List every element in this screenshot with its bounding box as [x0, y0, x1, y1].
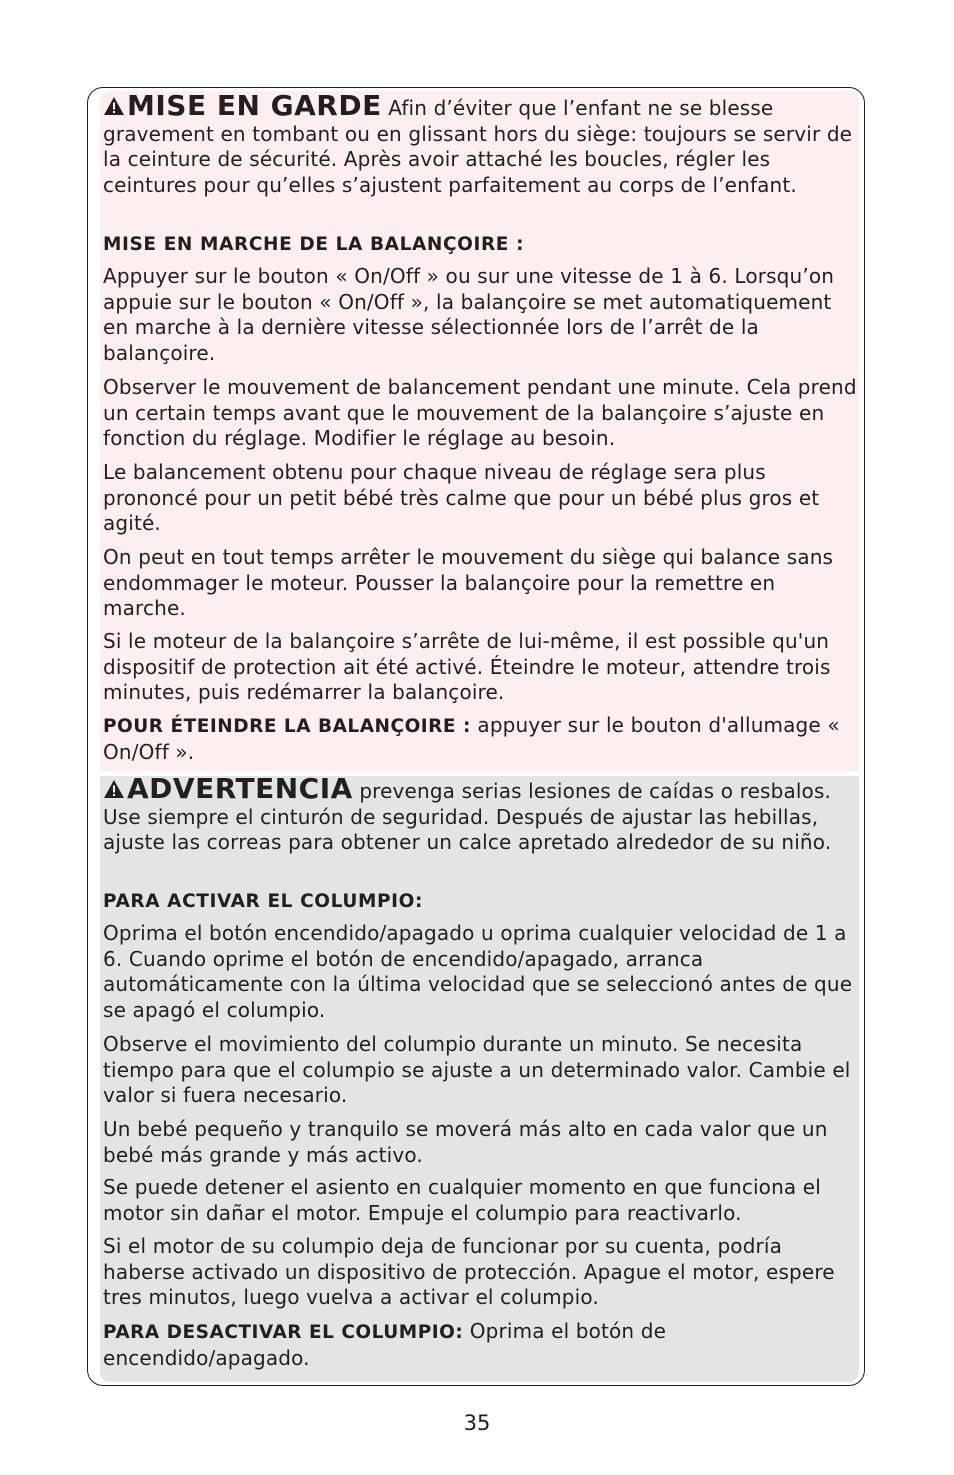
- es-stop-heading: PARA DESACTIVAR EL COLUMPIO:: [103, 1322, 464, 1343]
- es-paragraph-text: Oprima el botón encendido/apagado u oprima cualquier velocidad de 1 a 6. Cuando oprime el botón de encendido/apagado, arranca automáticamente con la última velocidad que se seleccionó antes de que se apagó el columpio.: [103, 921, 853, 1023]
- fr-paragraph-text: Si le moteur de la balançoire s’arrête de lui-même, il est possible qu'un dispositif de protection ait été activé. Éteindre le moteur, attendre trois minutes, puis redémarrer la balançoire.: [103, 629, 831, 705]
- fr-warning: [103, 89, 859, 199]
- es-warning: [103, 772, 859, 856]
- fr-paragraph-text: Observer le mouvement de balancement pendant une minute. Cela prend un certain temps avant que le mouvement de la balançoire s’ajuste en fonction du réglage. Modifier le réglage au besoin.: [103, 375, 857, 451]
- fr-paragraph: [103, 629, 859, 706]
- es-paragraph-text: Observe el movimiento del columpio durante un minuto. Se necesita tiempo para que el columpio se ajuste a un determinado valor. Cambie el valor si fuera necesario.: [103, 1032, 851, 1108]
- es-stop-text: Oprima el botón de encendido/apagado.: [103, 1319, 667, 1370]
- es-paragraph-text: Un bebé pequeño y tranquilo se moverá más alto en cada valor que un bebé más grande y más activo.: [103, 1117, 828, 1167]
- fr-paragraph: [103, 264, 859, 367]
- warning-triangle-icon: [103, 96, 125, 116]
- fr-paragraph: [103, 545, 859, 622]
- es-stop-block: [103, 1319, 859, 1371]
- warning-triangle-icon: [103, 779, 125, 799]
- es-paragraph: [103, 1032, 859, 1109]
- fr-paragraph: [103, 460, 859, 537]
- fr-paragraph-text: Appuyer sur le bouton « On/Off » ou sur une vitesse de 1 à 6. Lorsqu’on appuie sur le bouton « On/Off », la balançoire se met automatiquement en marche à la dernière vitesse sélectionnée lors de l’arrêt de la balançoire.: [103, 264, 835, 366]
- es-start-heading: PARA ACTIVAR EL COLUMPIO:: [103, 891, 423, 912]
- es-start-heading-block: [103, 889, 859, 914]
- es-paragraph: [103, 1234, 859, 1311]
- fr-stop-heading: POUR ÉTEINDRE LA BALANÇOIRE :: [103, 716, 471, 737]
- es-paragraph-text: Se puede detener el asiento en cualquier momento en que funciona el motor sin dañar el motor. Empuje el columpio para reactivarlo.: [103, 1175, 821, 1225]
- es-paragraph: [103, 1117, 859, 1168]
- fr-warning-title: MISE EN GARDE: [127, 89, 382, 122]
- fr-paragraph-text: Le balancement obtenu pour chaque niveau de réglage sera plus prononcé pour un petit bébé très calme que pour un bébé plus gros et agité.: [103, 460, 820, 536]
- fr-start-heading-block: [103, 232, 859, 257]
- es-paragraph: [103, 921, 859, 1024]
- es-warning-text: prevenga serias lesiones de caídas o resbalos. Use siempre el cinturón de seguridad. Después de ajustar las hebillas, ajuste las correas para obtener un calce apretado alrededor de su niño.: [103, 779, 832, 855]
- es-paragraph-text: Si el motor de su columpio deja de funcionar por su cuenta, podría haberse activado un dispositivo de protección. Apague el motor, espere tres minutos, luego vuelva a activar el columpio.: [103, 1234, 835, 1310]
- page-number: 35: [463, 1411, 491, 1435]
- es-warning-title: ADVERTENCIA: [127, 772, 353, 805]
- fr-stop-block: [103, 713, 859, 765]
- fr-stop-text: appuyer sur le bouton d'allumage « On/Off ».: [103, 713, 840, 764]
- fr-start-heading: MISE EN MARCHE DE LA BALANÇOIRE :: [103, 234, 525, 255]
- fr-paragraph: [103, 375, 859, 452]
- fr-warning-text: Afin d’éviter que l’enfant ne se blesse gravement en tombant ou en glissant hors du siège: toujours se servir de la ceinture de sécurité. Après avoir attaché les boucles, régler les ceintures pour qu’elles s’ajustent parfaitement au corps de l’enfant.: [103, 96, 853, 198]
- fr-paragraph-text: On peut en tout temps arrêter le mouvement du siège qui balance sans endommager le moteur. Pousser la balançoire pour la remettre en marche.: [103, 545, 834, 621]
- es-paragraph: [103, 1175, 859, 1226]
